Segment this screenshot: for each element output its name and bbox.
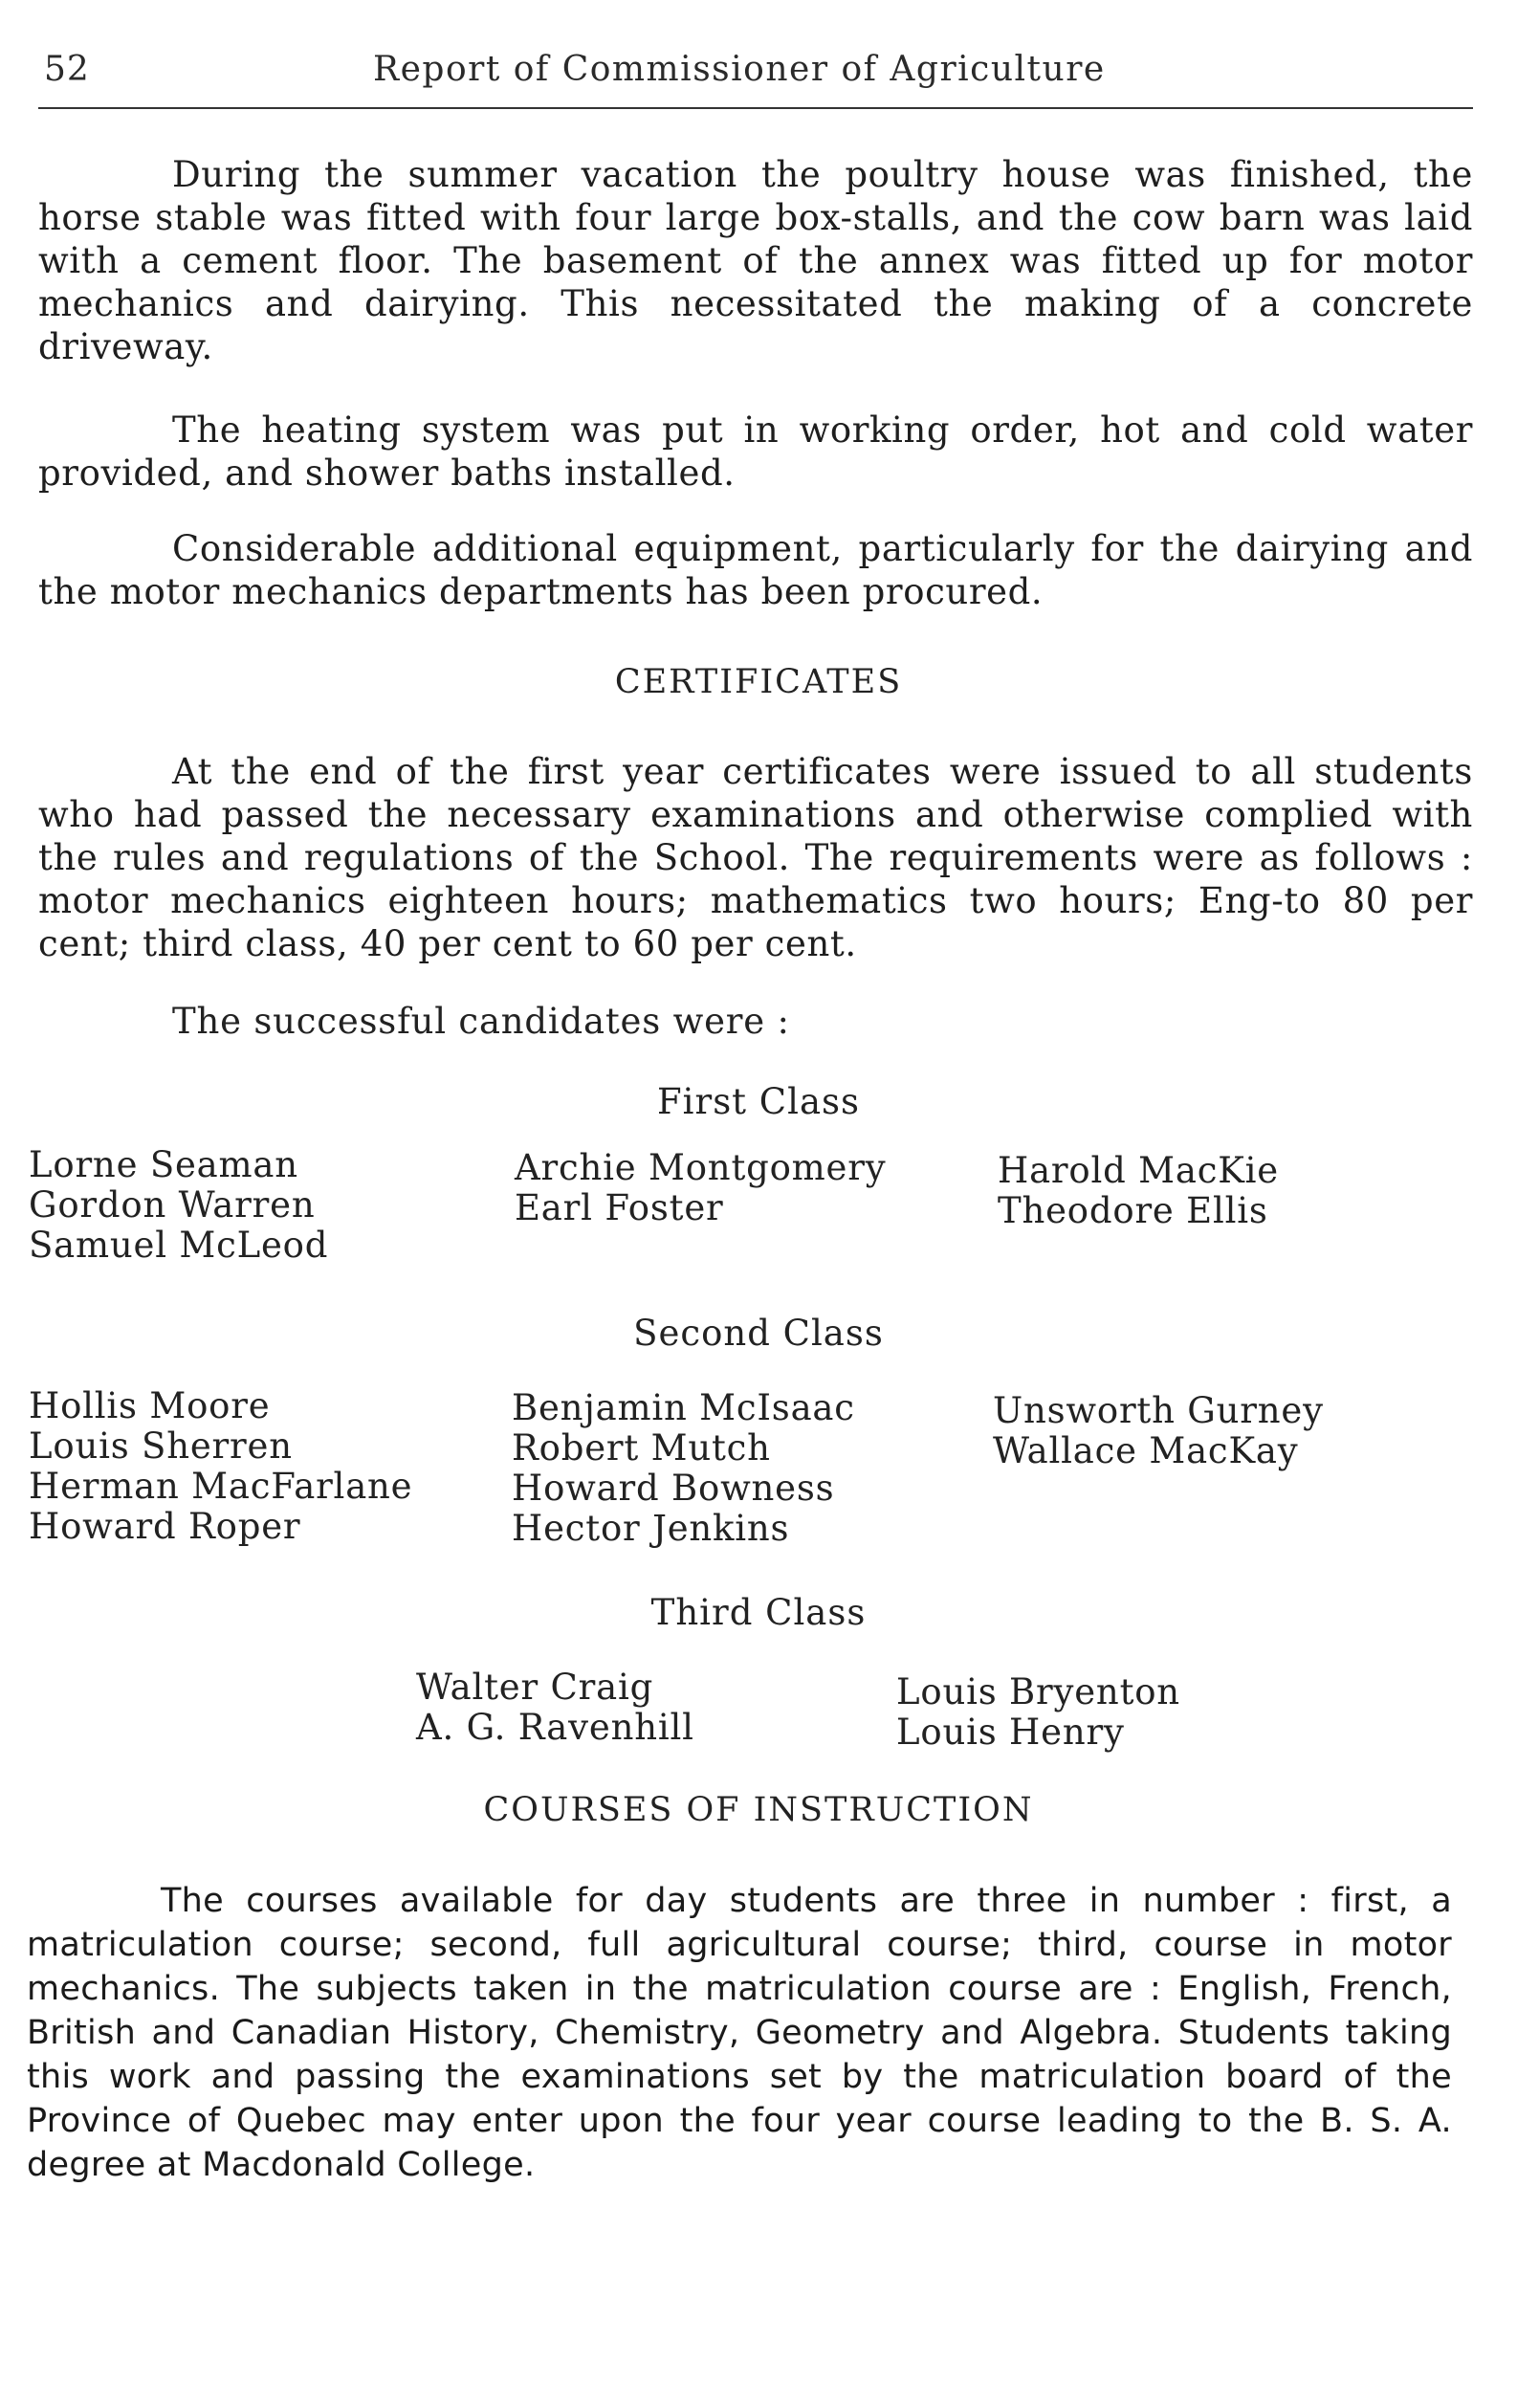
second-class-column-2 <box>512 1388 855 1549</box>
certificates-heading: CERTIFICATES <box>614 663 903 701</box>
second-class-heading: Second Class <box>633 1313 884 1354</box>
paragraph-heating-text: The heating system was put in working order, hot and cold water provided, and shower baths installed. <box>38 409 1473 494</box>
candidate-name: Hollis Moore <box>29 1385 271 1426</box>
second-class-column-3 <box>993 1391 1324 1471</box>
candidate-name: Herman MacFarlane <box>29 1466 413 1507</box>
candidate-name: Unsworth Gurney <box>993 1390 1324 1431</box>
candidate-name: Louis Bryenton <box>896 1671 1180 1712</box>
candidate-name: Robert Mutch <box>512 1427 771 1469</box>
candidate-name: Howard Roper <box>29 1506 301 1547</box>
candidate-name: Gordon Warren <box>29 1184 316 1226</box>
candidates-lead: The successful candidates were : <box>172 1001 790 1042</box>
paragraph-buildings-text: During the summer vacation the poultry house was finished, the horse stable was fitted with four large box-stalls, and the cow barn was laid with a cement floor. The basement of the annex was fitted up for motor mechanics and dairying. This necessitated the making of a concrete driveway. <box>38 154 1473 367</box>
third-class-heading: Third Class <box>650 1592 867 1633</box>
candidate-name: Walter Craig <box>416 1667 654 1708</box>
paragraph-courses <box>27 1879 1452 2187</box>
candidate-name: Earl Foster <box>515 1187 724 1228</box>
third-class-column-2 <box>896 1672 1180 1753</box>
second-class-column-1 <box>29 1386 412 1547</box>
candidate-name: Louis Henry <box>896 1712 1125 1753</box>
first-class-column-3 <box>998 1151 1279 1231</box>
page-number: 52 <box>44 50 90 89</box>
candidate-name: Harold MacKie <box>998 1150 1280 1191</box>
paragraph-equipment-text: Considerable additional equipment, particularly for the dairying and the motor mechanics departments has been procured. <box>38 528 1473 612</box>
courses-heading: COURSES OF INSTRUCTION <box>483 1791 1034 1829</box>
page-header <box>38 50 1473 117</box>
candidate-name: Archie Montgomery <box>515 1147 887 1188</box>
candidate-name: Lorne Seaman <box>29 1144 298 1185</box>
paragraph-heating <box>38 409 1473 495</box>
first-class-column-1 <box>29 1145 328 1266</box>
candidate-name: Theodore Ellis <box>998 1190 1268 1231</box>
candidate-name: A. G. Ravenhill <box>416 1707 694 1748</box>
candidate-name: Benjamin McIsaac <box>512 1387 855 1428</box>
candidate-name: Samuel McLeod <box>29 1225 329 1266</box>
candidate-name: Howard Bowness <box>512 1468 835 1509</box>
first-class-column-2 <box>515 1148 886 1228</box>
paragraph-courses-text: The courses available for day students are three in number : first, a matriculation course; second, full agricultural course; third, course in motor mechanics. The subjects taken in the matriculation course are : English, French, British and Canadian History, Chemistry, Geometry and Algebra. Students taking this work and passing the examinations set by the matriculation board of the Province of Quebec may enter upon the four year course leading to the B. S. A. degree at Macdonald College. <box>27 1882 1452 2184</box>
third-class-column-1 <box>416 1668 694 1748</box>
paragraph-certificates-text: At the end of the first year certificates were issued to all students who had passed the necessary examinations and otherwise complied with the rules and regulations of the School. The requirements were as follows : motor mechanics eighteen hours; mathematics two hours; Eng-to 80 per cent; third class, 40 per cent to 60 per cent. <box>38 751 1473 964</box>
candidate-name: Louis Sherren <box>29 1425 293 1467</box>
paragraph-equipment <box>38 527 1473 613</box>
candidate-name: Hector Jenkins <box>512 1508 790 1549</box>
first-class-heading: First Class <box>657 1081 860 1122</box>
running-head: Report of Commissioner of Agriculture <box>373 50 1106 89</box>
header-rule <box>38 107 1473 109</box>
paragraph-buildings <box>38 153 1473 368</box>
paragraph-certificates <box>38 750 1473 965</box>
candidate-name: Wallace MacKay <box>993 1430 1299 1471</box>
